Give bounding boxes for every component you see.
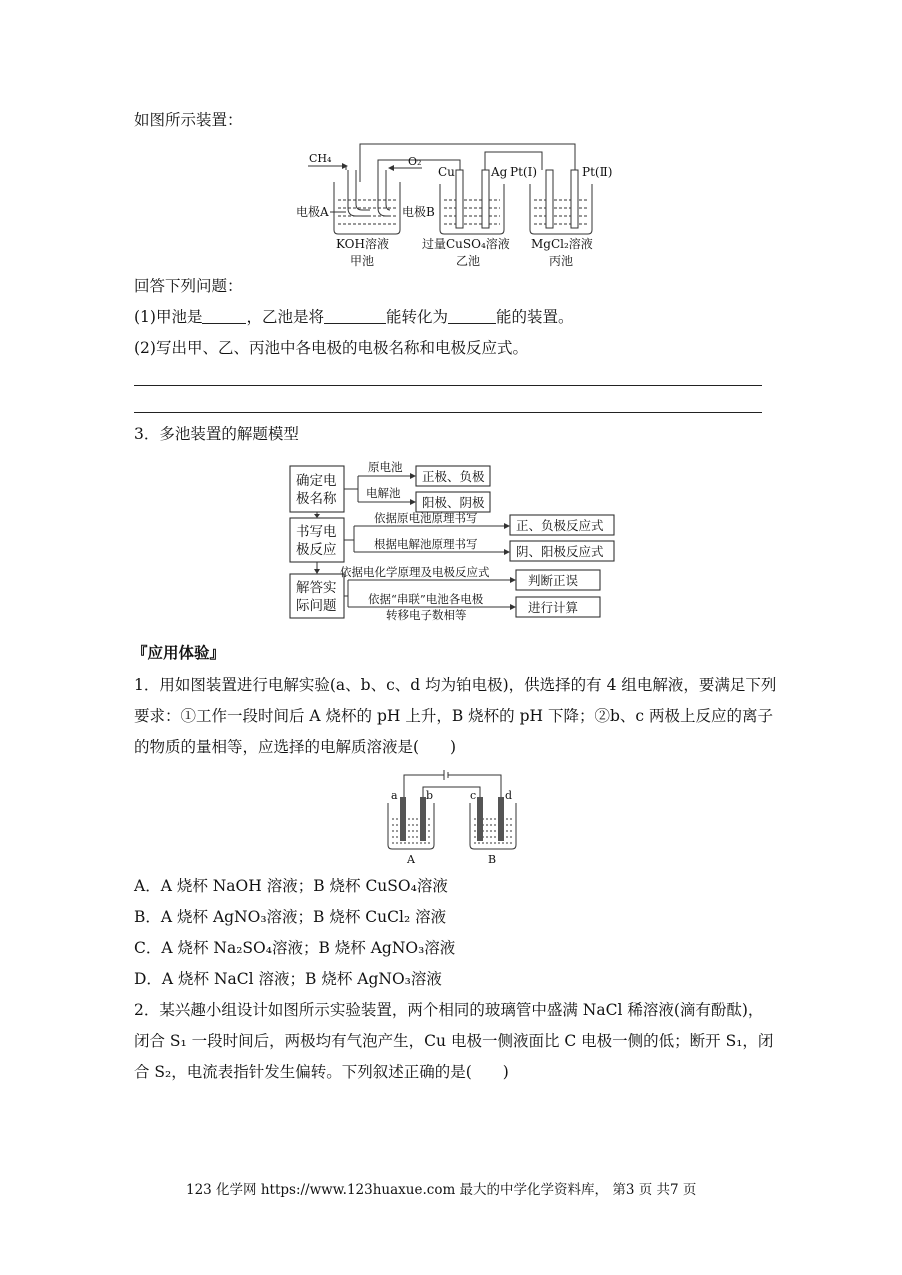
q1-part3: 能转化为 <box>385 308 448 326</box>
pt2-label: Pt(Ⅱ) <box>582 165 613 179</box>
target-pos-neg-reaction: 正、负极反应式 <box>516 518 604 533</box>
electrode-d: d <box>505 789 513 802</box>
apparatus-figure-1 <box>290 138 630 270</box>
question-2: (2)写出甲、乙、丙池中各电极的电极名称和电极反应式。 <box>134 339 528 357</box>
p1-line-1: 1．用如图装置进行电解实验(a、b、c、d 均为铂电极)，供选择的有 4 组电解液，要满足下列 <box>134 676 777 694</box>
option-a[interactable]: A．A 烧杯 NaOH 溶液；B 烧杯 CuSO₄溶液 <box>134 877 448 895</box>
cu-label: Cu <box>438 165 455 179</box>
ch4-label: CH₄ <box>309 152 332 165</box>
beaker-b-label: B <box>488 853 497 866</box>
beaker-a <box>388 797 434 849</box>
target-judge: 判断正误 <box>528 573 579 588</box>
q1-part4: 能的装置。 <box>496 308 574 326</box>
pt1-label: Pt(Ⅰ) <box>510 165 537 179</box>
q1-blank1 <box>202 309 246 324</box>
o2-label: O₂ <box>408 155 422 168</box>
answer-heading: 回答下列问题： <box>134 277 243 295</box>
p2-line-1: 2．某兴趣小组设计如图所示实验装置，两个相同的玻璃管中盛满 NaCl 稀溶液(滴有酚酞)， <box>134 1001 764 1019</box>
ag-label: Ag <box>491 165 508 179</box>
branch-judge: 依据电化学原理及电极反应式 <box>340 565 490 579</box>
beaker-a-label: A <box>407 853 415 866</box>
branch-write-electrolytic: 根据电解池原理书写 <box>374 537 478 551</box>
branch-series-1: 依据“串联”电池各电极 <box>368 592 484 606</box>
target-calc: 进行计算 <box>528 600 579 615</box>
electrode-b-label: 电极B <box>402 205 435 219</box>
branch-galvanic: 原电池 <box>368 460 403 474</box>
box2-line2: 极反应 <box>296 542 337 558</box>
q1-part2: ，乙池是将 <box>246 308 324 326</box>
electrolysis-figure-2 <box>380 767 526 867</box>
p2-line-2: 闭合 S₁ 一段时间后，两极均有气泡产生，Cu 电极一侧液面比 C 电极一侧的低；断开 S₁，闭 <box>134 1032 774 1050</box>
option-d[interactable]: D．A 烧杯 NaCl 溶液；B 烧杯 AgNO₃溶液 <box>134 970 442 988</box>
branch-write-galvanic: 依据原电池原理书写 <box>374 511 478 525</box>
p1-line-3: 的物质的量相等，应选择的电解质溶液是( ) <box>134 738 457 756</box>
cell-solution-3: MgCl₂溶液 <box>531 237 593 251</box>
box2-line1: 书写电 <box>296 524 337 540</box>
box3-line1: 解答实 <box>296 580 337 596</box>
p2-line-3: 合 S₂，电流表指针发生偏转。下列叙述正确的是( ) <box>134 1063 509 1081</box>
electrode-b: b <box>426 789 434 802</box>
option-c[interactable]: C．A 烧杯 Na₂SO₄溶液；B 烧杯 AgNO₃溶液 <box>134 939 456 957</box>
section-3-heading: 3．多池装置的解题模型 <box>134 425 299 443</box>
apply-heading: 『应用体验』 <box>132 644 226 662</box>
q1-blank3 <box>448 309 496 324</box>
electrode-c: c <box>470 789 477 802</box>
branch-series-2: 转移电子数相等 <box>386 608 467 622</box>
cell-name-1: 甲池 <box>350 254 375 268</box>
q1-part1: (1)甲池是 <box>134 308 203 326</box>
box3-line2: 际问题 <box>296 598 337 614</box>
beaker-b <box>470 797 516 849</box>
cell-name-2: 乙池 <box>456 254 481 268</box>
beaker-bing <box>530 170 592 234</box>
answer-line-1 <box>134 385 762 386</box>
branch-electrolytic: 电解池 <box>366 486 401 500</box>
beaker-jia <box>334 170 400 234</box>
cell-solution-2: 过量CuSO₄溶液 <box>422 237 510 251</box>
answer-line-2 <box>134 412 762 413</box>
cell-solution-1: KOH溶液 <box>336 237 389 251</box>
box1-line2: 极名称 <box>296 491 337 507</box>
q1-blank2 <box>324 309 386 324</box>
solving-model-flowchart <box>288 456 618 622</box>
box1-line1: 确定电 <box>296 473 337 489</box>
beaker-yi <box>440 170 504 234</box>
option-b[interactable]: B．A 烧杯 AgNO₃溶液；B 烧杯 CuCl₂ 溶液 <box>134 908 447 926</box>
electrode-a-label: 电极A <box>296 205 329 219</box>
intro-text: 如图所示装置： <box>134 111 243 129</box>
target-cathode-anode-reaction: 阴、阳极反应式 <box>516 544 604 559</box>
cell-name-3: 丙池 <box>549 254 574 268</box>
p1-line-2: 要求：①工作一段时间后 A 烧杯的 pH 上升，B 烧杯的 pH 下降；②b、c 两极上反应的离子 <box>134 707 773 725</box>
target-pos-neg: 正极、负极 <box>422 469 485 484</box>
electrode-a: a <box>391 789 398 802</box>
page-footer: 123 化学网 https://www.123huaxue.com 最大的中学化学资料库， 第3 页 共7 页 <box>186 1182 697 1198</box>
question-1 <box>134 307 574 327</box>
target-anode-cathode: 阳极、阴极 <box>422 495 485 510</box>
